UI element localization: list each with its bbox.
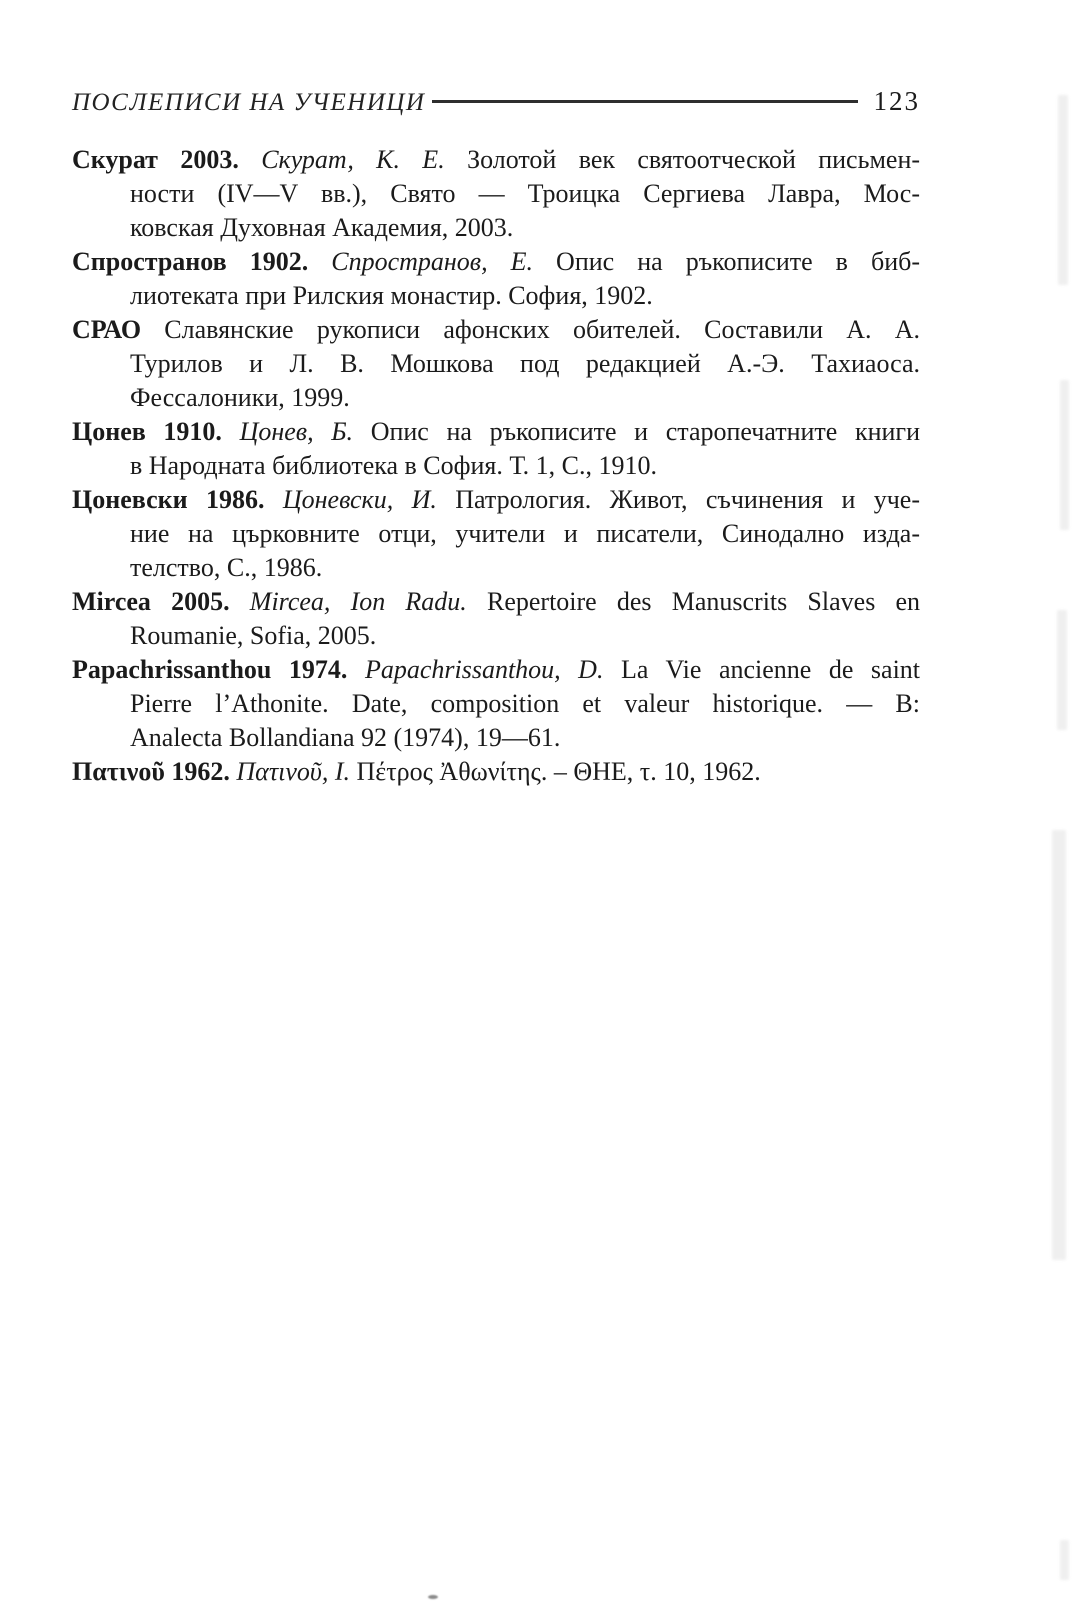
bibliography-entry [72, 245, 920, 313]
entry-label: Цонев 1910. [72, 417, 222, 446]
scan-ghost-mark [1057, 610, 1067, 730]
entry-label: СРАО [72, 315, 142, 344]
entry-text: Опис на ръкописите в биб- [556, 247, 921, 276]
entry-continuation-line: лиотеката при Рилския монастир. София, 1902. [130, 281, 653, 310]
entry-author: Цоневски, И. [282, 485, 437, 514]
bibliography-entry [72, 143, 920, 245]
bibliography-entry [72, 755, 920, 789]
bibliography-entry [72, 653, 920, 755]
entry-first-line [72, 245, 920, 279]
entry-first-line [72, 653, 920, 687]
bibliography [72, 143, 920, 789]
running-title: ПОСЛЕПИСИ НА УЧЕНИЦИ [72, 89, 426, 116]
entry-continuation-line: Pierre l’Athonite. Date, composition et valeur historique. — В: [130, 689, 920, 718]
entry-text: Πέτρος Ἀθωνίτης. – ΘΗΕ, τ. 10, 1962. [356, 757, 761, 786]
entry-first-line [72, 755, 920, 789]
scan-ghost-mark [1052, 830, 1066, 1260]
entry-continuation-line: телство, С., 1986. [130, 553, 323, 582]
entry-author: Πατινοῦ, Ι. [236, 757, 350, 786]
entry-continuation-line: Roumanie, Sofia, 2005. [130, 621, 377, 650]
entry-text: La Vie ancienne de saint [621, 655, 921, 684]
entry-continuation-line: ковская Духовная Академия, 2003. [130, 213, 514, 242]
entry-continuation-line: Турилов и Л. В. Мошкова под редакцией А.-Э. Тахиаоса. [130, 349, 920, 378]
entry-text: Опис на ръкописите и старопечатните книги [370, 417, 920, 446]
entry-first-line [72, 143, 920, 177]
entry-continuation-line: в Народната библиотека в София. Т. 1, С., 1910. [130, 451, 657, 480]
entry-label: Спространов 1902. [72, 247, 309, 276]
entry-label: Скурат 2003. [72, 145, 239, 174]
entry-author: Mircea, Ion Radu. [249, 587, 467, 616]
bibliography-entry [72, 585, 920, 653]
entry-author: Papachrissanthou, D. [364, 655, 604, 684]
entry-continuation-line: ние на църковните отци, учители и писатели, Синодално изда- [130, 519, 920, 548]
header-rule [432, 100, 858, 103]
bibliography-entry [72, 313, 920, 415]
entry-first-line [72, 415, 920, 449]
entry-label: Papachrissanthou 1974. [72, 655, 348, 684]
entry-label: Mircea 2005. [72, 587, 230, 616]
scan-ghost-mark [1058, 95, 1068, 285]
page-number: 123 [873, 86, 920, 116]
scan-ghost-mark [1060, 1540, 1069, 1580]
entry-continuation-line: Analecta Bollandiana 92 (1974), 19—61. [130, 723, 561, 752]
entry-first-line [72, 483, 920, 517]
entry-first-line [72, 585, 920, 619]
entry-text: Золотой век святоотческой письмен- [467, 145, 921, 174]
entry-author: Цонев, Б. [239, 417, 354, 446]
entry-label: Цоневски 1986. [72, 485, 265, 514]
entry-continuation-line: Фессалоники, 1999. [130, 383, 350, 412]
scan-ghost-mark [1060, 380, 1069, 530]
entry-text: Славянские рукописи афонских обителей. Составили А. А. [164, 315, 921, 344]
entry-label: Πατινοῦ 1962. [72, 757, 230, 786]
entry-text: Патрология. Живот, съчинения и уче- [455, 485, 921, 514]
entry-author: Спространов, Е. [331, 247, 534, 276]
entry-author: Скурат, К. Е. [261, 145, 445, 174]
bibliography-entry [72, 415, 920, 483]
entry-continuation-line: ности (IV—V вв.), Свято — Троицка Сергиева Лавра, Мос- [130, 179, 920, 208]
scan-speck [428, 1595, 438, 1599]
entry-first-line [72, 313, 920, 347]
bibliography-entry [72, 483, 920, 585]
entry-text: Repertoire des Manuscrits Slaves en [486, 587, 921, 616]
running-header [72, 86, 920, 117]
